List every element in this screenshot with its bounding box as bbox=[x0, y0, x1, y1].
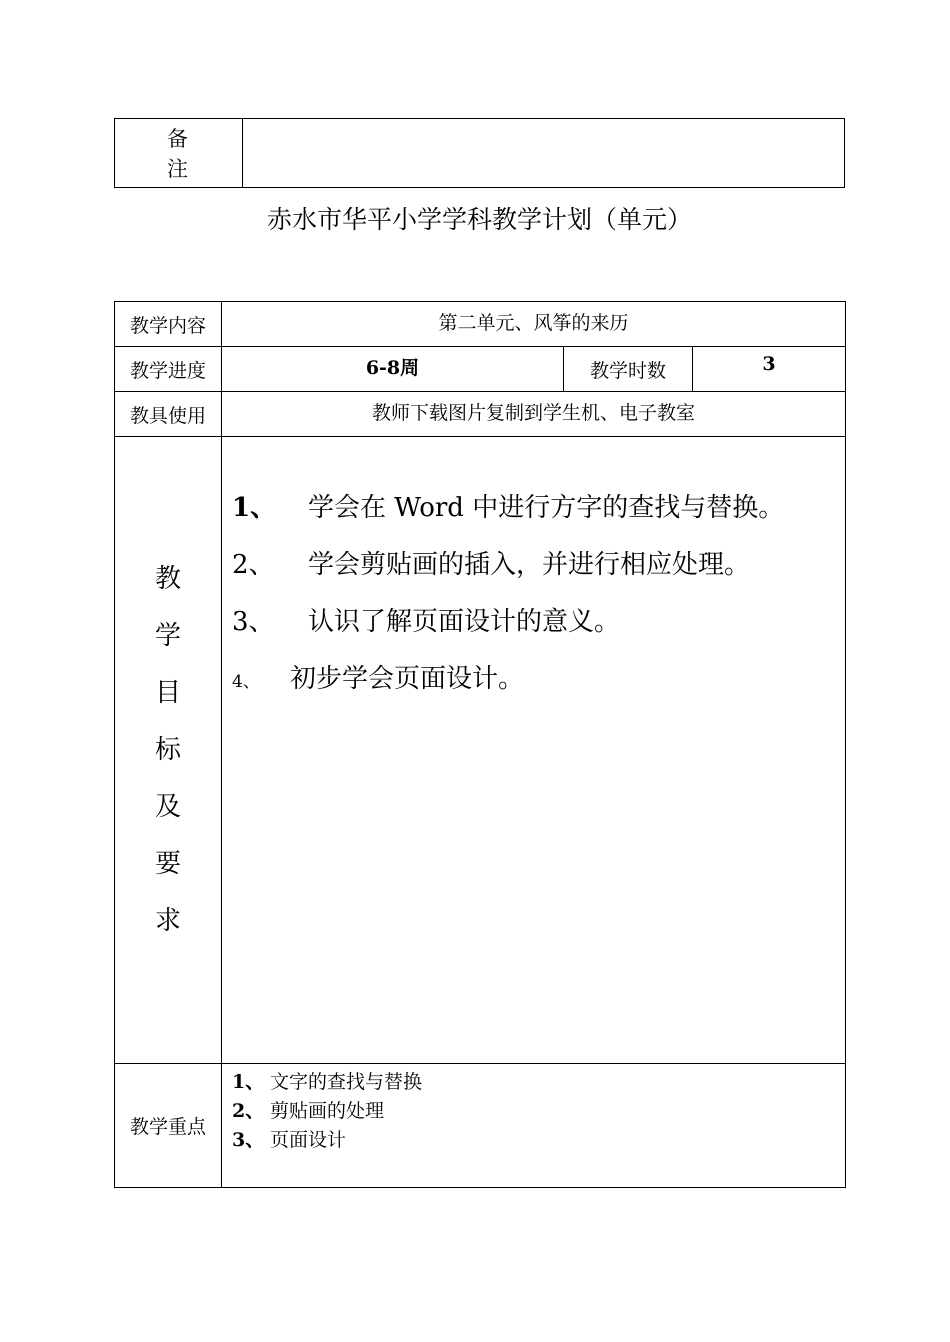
tools-label: 教具使用 bbox=[115, 392, 222, 437]
keypoint-item bbox=[232, 1068, 845, 1097]
content-label: 教学内容 bbox=[115, 302, 222, 347]
plan-table bbox=[114, 301, 846, 1188]
keypoint-number: 3、 bbox=[232, 1129, 265, 1151]
objective-text: 初步学会页面设计。 bbox=[290, 664, 525, 694]
row-tools bbox=[115, 392, 846, 437]
progress-label: 教学进度 bbox=[115, 347, 222, 392]
keypoints-label: 教学重点 bbox=[115, 1064, 222, 1188]
remark-label: 备 注 bbox=[115, 119, 243, 188]
row-objectives bbox=[115, 437, 846, 1064]
keypoints-list bbox=[222, 1064, 846, 1188]
objectives-label-char: 要 bbox=[154, 848, 181, 879]
objective-number: 4、 bbox=[232, 672, 260, 692]
row-keypoints bbox=[115, 1064, 846, 1188]
objective-item bbox=[232, 658, 845, 715]
objectives-label-char: 目 bbox=[154, 677, 181, 708]
objective-text: 学会在 Word 中进行方字的查找与替换。 bbox=[308, 493, 785, 523]
tools-value: 教师下载图片复制到学生机、电子教室 bbox=[222, 392, 846, 437]
keypoint-item bbox=[232, 1097, 845, 1126]
objective-text: 学会剪贴画的插入，并进行相应处理。 bbox=[308, 550, 751, 580]
remark-content bbox=[243, 119, 845, 188]
keypoint-text: 页面设计 bbox=[270, 1129, 347, 1151]
document-title: 赤水市华平小学学科教学计划（单元） bbox=[266, 205, 692, 234]
objective-item bbox=[232, 601, 845, 658]
objectives-label-char: 教 bbox=[154, 563, 181, 594]
keypoint-item bbox=[232, 1126, 845, 1155]
objective-text: 认识了解页面设计的意义。 bbox=[308, 607, 621, 637]
objectives-label-char: 学 bbox=[154, 620, 181, 651]
progress-value: 6-8周 bbox=[222, 347, 564, 392]
objectives-list bbox=[222, 437, 846, 1064]
objective-number: 1、 bbox=[232, 493, 277, 523]
objective-number: 2、 bbox=[232, 550, 275, 580]
objectives-label-char: 及 bbox=[154, 791, 181, 822]
hours-value: 3 bbox=[693, 347, 846, 392]
keypoint-text: 文字的查找与替换 bbox=[270, 1071, 423, 1093]
objective-item bbox=[232, 487, 845, 544]
row-content bbox=[115, 302, 846, 347]
keypoint-number: 1、 bbox=[232, 1071, 265, 1093]
row-progress bbox=[115, 347, 846, 392]
objective-number: 3、 bbox=[232, 607, 275, 637]
objectives-label-char: 标 bbox=[154, 734, 181, 765]
content-value: 第二单元、风筝的来历 bbox=[222, 302, 846, 347]
keypoint-text: 剪贴画的处理 bbox=[270, 1100, 385, 1122]
hours-label: 教学时数 bbox=[564, 347, 693, 392]
keypoint-number: 2、 bbox=[232, 1100, 265, 1122]
objectives-label-char: 求 bbox=[154, 905, 181, 936]
objectives-label bbox=[115, 437, 222, 1064]
remark-table bbox=[114, 118, 845, 188]
objective-item bbox=[232, 544, 845, 601]
